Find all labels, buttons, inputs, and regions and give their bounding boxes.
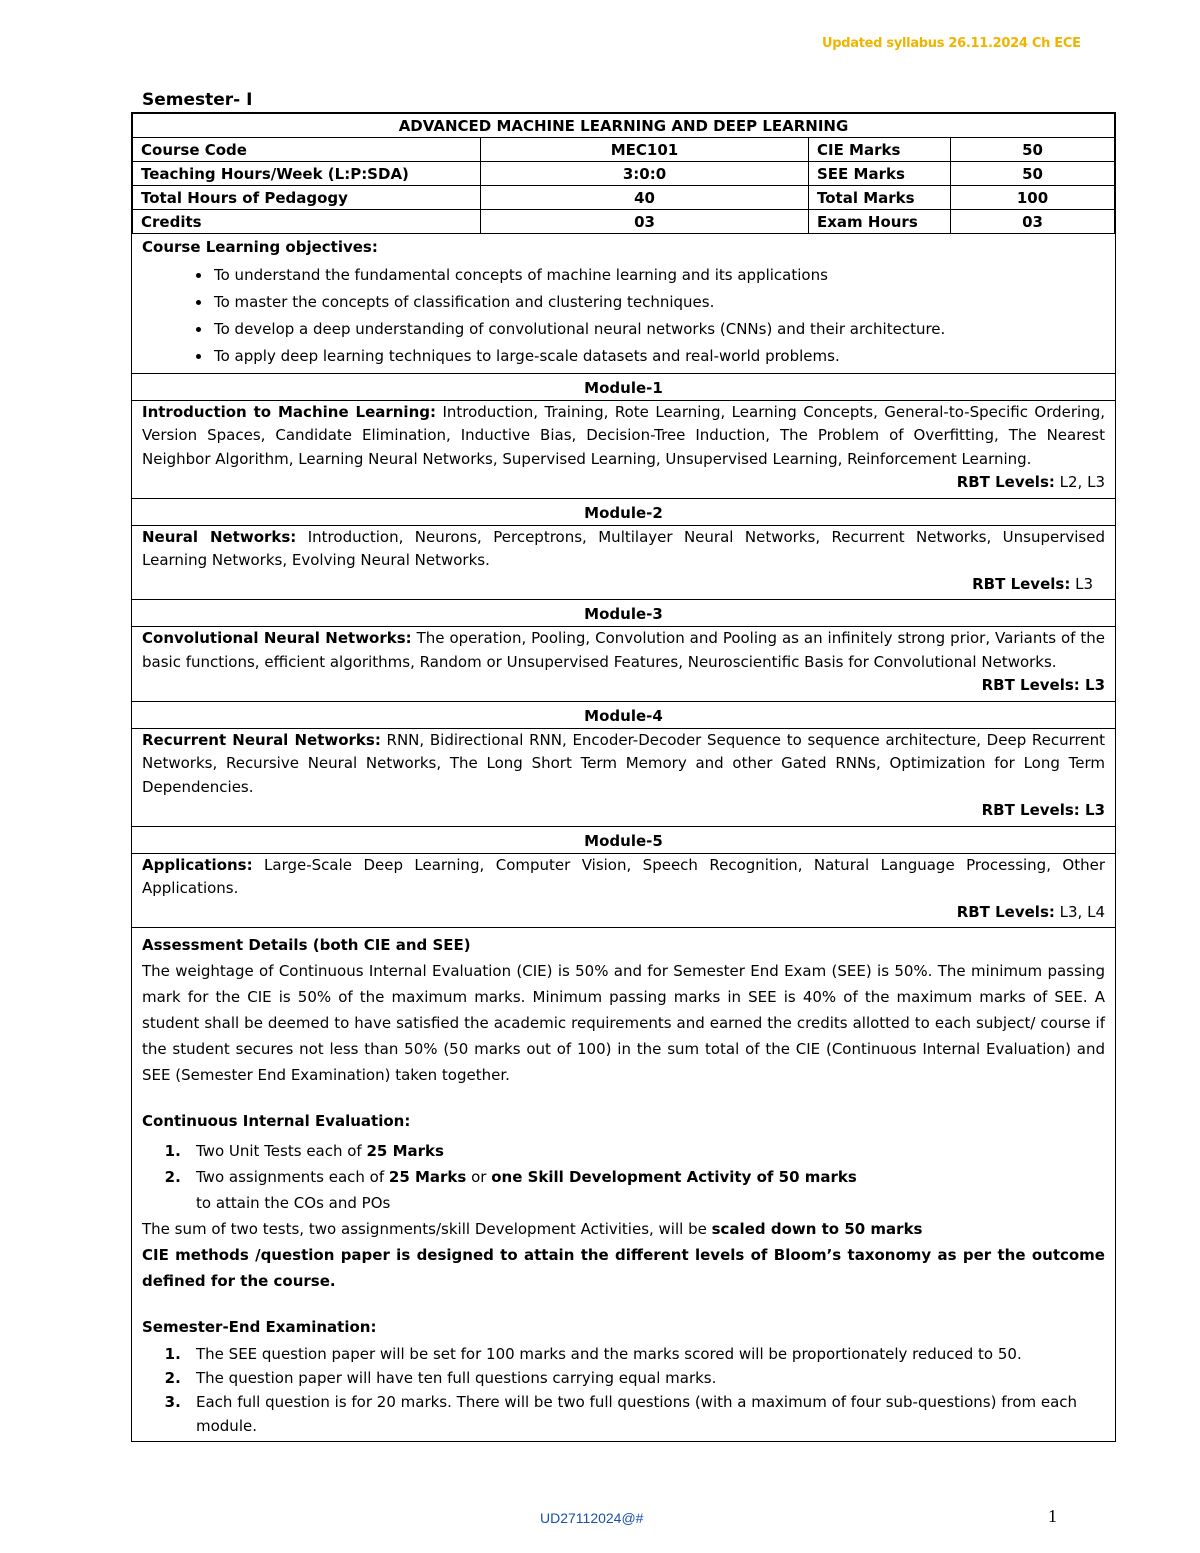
module-title: Introduction to Machine Learning: (142, 402, 436, 421)
rbt-label: RBT Levels: L3 (981, 801, 1105, 819)
cie-item-text: or (466, 1168, 492, 1186)
module-title: Applications: (142, 855, 253, 874)
table-cell: 50 (951, 162, 1115, 186)
cie-item-text: Two assignments each of (196, 1168, 389, 1186)
list-item: • To apply deep learning techniques to large-scale datasets and real-world problems. (212, 343, 1105, 370)
rbt-value: L3 (1070, 574, 1093, 593)
list-item: 2. The question paper will have ten full questions carrying equal marks. (186, 1366, 1105, 1390)
module-heading: Module-1 (132, 376, 1115, 401)
module-content (142, 854, 1105, 901)
rbt-value: L3, L4 (1054, 902, 1105, 921)
table-cell: Teaching Hours/Week (L:P:SDA) (133, 162, 481, 186)
module-text: RNN, Bidirectional RNN, Encoder-Decoder Sequence to sequence architecture, Deep Recurrent Networks, Recursive Neural Networks, The Long Short Term Memory and other Gated RNNs, Optimization for Long Term Dependencies. (142, 730, 1106, 796)
list-item (186, 1164, 1105, 1216)
module-title: Recurrent Neural Networks: (142, 730, 381, 749)
module-3-section (132, 599, 1115, 701)
rbt-label: RBT Levels: (956, 902, 1055, 921)
list-item: • To develop a deep understanding of convolutional neural networks (CNNs) and their architecture. (212, 316, 1105, 343)
table-cell: 100 (951, 186, 1115, 210)
course-info-table (132, 113, 1115, 234)
page-number: 1 (1048, 1506, 1057, 1526)
rbt-label: RBT Levels: L3 (981, 676, 1105, 694)
footer-code: UD27112024@# (540, 1510, 644, 1526)
rbt-levels (142, 573, 1105, 597)
table-row (133, 186, 1115, 210)
cie-item-text: Two Unit Tests each of (196, 1142, 367, 1160)
module-4-section (132, 701, 1115, 826)
table-cell: Total Marks (809, 186, 951, 210)
header-note: Updated syllabus 26.11.2024 Ch ECE (822, 36, 1081, 51)
module-5-section (132, 826, 1115, 928)
module-1-section (132, 373, 1115, 498)
course-title: ADVANCED MACHINE LEARNING AND DEEP LEARNING (133, 114, 1115, 138)
table-cell: SEE Marks (809, 162, 951, 186)
table-cell: 40 (481, 186, 809, 210)
table-row (133, 210, 1115, 234)
objectives-list (142, 262, 1105, 370)
table-cell: 3:0:0 (481, 162, 809, 186)
cie-methods: CIE methods /question paper is designed to attain the different levels of Bloom’s taxonomy as per the outcome defined for the course. (142, 1246, 1105, 1290)
rbt-label: RBT Levels: (972, 574, 1071, 593)
see-list (142, 1342, 1105, 1438)
list-item: • To understand the fundamental concepts of machine learning and its applications (212, 262, 1105, 289)
cie-item-bold: one Skill Development Activity of 50 marks (491, 1168, 857, 1186)
cie-item-bold: 25 Marks (366, 1142, 444, 1160)
list-item: • To master the concepts of classification and clustering techniques. (212, 289, 1105, 316)
table-cell: MEC101 (481, 138, 809, 162)
semester-label: Semester- I (142, 90, 253, 110)
table-cell: 03 (481, 210, 809, 234)
module-text: Introduction, Training, Rote Learning, Learning Concepts, General-to-Specific Ordering, Version Spaces, Candidate Elimination, Inductive Bias, Decision-Tree Induction, The Problem of Overfitting, The Nearest Neighbor Algorithm, Learning Neural Networks, Supervised Learning, Unsupervised Learning, Reinforcement Learning. (142, 402, 1105, 468)
rbt-value: L2, L3 (1054, 473, 1105, 491)
see-heading: Semester-End Examination: (142, 1318, 377, 1336)
cie-list (142, 1138, 1105, 1216)
cie-sum-bold: scaled down to 50 marks (711, 1220, 923, 1238)
assessment-heading: Assessment Details (both CIE and SEE) (142, 936, 471, 954)
module-heading: Module-2 (132, 501, 1115, 526)
module-content (142, 729, 1105, 800)
module-text: The operation, Pooling, Convolution and Pooling as an infinitely strong prior, Variants of the basic functions, efficient algorithms, Random or Unsupervised Features, Neuroscientific Basis for Convolutional Networks. (142, 629, 1105, 671)
module-heading: Module-5 (132, 829, 1115, 854)
table-cell: CIE Marks (809, 138, 951, 162)
cie-item-text: to attain the COs and POs (196, 1194, 391, 1212)
module-title: Convolutional Neural Networks: (142, 629, 412, 647)
list-item: 1. The SEE question paper will be set for 100 marks and the marks scored will be proportionately reduced to 50. (186, 1342, 1105, 1366)
assessment-paragraph: The weightage of Continuous Internal Evaluation (CIE) is 50% and for Semester End Exam (SEE) is 50%. The minimum passing mark for the CIE is 50% of the maximum marks. Minimum passing marks in SEE is 40% of the maximum marks of SEE. A student shall be deemed to have satisfied the academic requirements and earned the credits allotted to each subject/ course if the student secures not less than 50% (50 marks out of 100) in the sum total of the CIE (Continuous Internal Evaluation) and SEE (Semester End Examination) taken together. (142, 962, 1105, 1084)
rbt-levels (142, 901, 1105, 925)
table-cell: Exam Hours (809, 210, 951, 234)
cie-heading: Continuous Internal Evaluation: (142, 1112, 411, 1130)
table-cell: 03 (951, 210, 1115, 234)
table-row (133, 138, 1115, 162)
objectives-heading: Course Learning objectives: (142, 238, 378, 256)
table-cell: Credits (133, 210, 481, 234)
list-item: 3. Each full question is for 20 marks. There will be two full questions (with a maximum of four sub-questions) from each module. (186, 1390, 1105, 1438)
module-heading: Module-3 (132, 602, 1115, 627)
table-cell: Total Hours of Pedagogy (133, 186, 481, 210)
module-text: Introduction, Neurons, Perceptrons, Multilayer Neural Networks, Recurrent Networks, Unsupervised Learning Networks, Evolving Neural Networks. (142, 527, 1105, 569)
module-content (142, 627, 1105, 674)
syllabus-frame (131, 112, 1116, 1442)
rbt-levels (142, 799, 1105, 823)
module-heading: Module-4 (132, 704, 1115, 729)
cie-sum (142, 1216, 1105, 1242)
assessment-section (132, 927, 1115, 1441)
list-item (186, 1138, 1105, 1164)
rbt-levels (142, 674, 1105, 698)
module-content (142, 401, 1105, 472)
table-row (133, 162, 1115, 186)
rbt-label: RBT Levels: (956, 473, 1055, 491)
objectives-section (132, 234, 1115, 373)
module-title: Neural Networks: (142, 527, 297, 546)
table-cell: Course Code (133, 138, 481, 162)
rbt-levels (142, 471, 1105, 495)
table-cell: 50 (951, 138, 1115, 162)
module-2-section (132, 498, 1115, 600)
module-content (142, 526, 1105, 573)
module-text: Large-Scale Deep Learning, Computer Vision, Speech Recognition, Natural Language Processing, Other Applications. (142, 855, 1105, 897)
cie-sum-text: The sum of two tests, two assignments/skill Development Activities, will be (142, 1220, 712, 1238)
cie-item-bold: 25 Marks (388, 1168, 467, 1186)
